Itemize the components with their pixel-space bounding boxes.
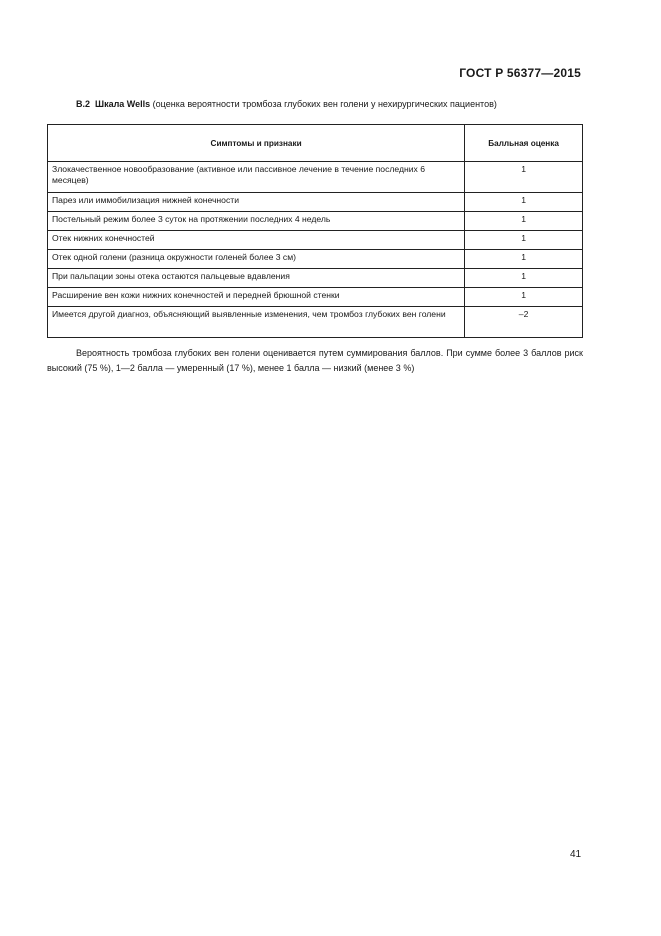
symptom-cell: Имеется другой диагноз, объясняющий выявленные изменения, чем тромбоз глубоких вен голени [48, 307, 465, 338]
interpretation-paragraph [47, 346, 583, 376]
symptom-cell: При пальпации зоны отека остаются пальцевые вдавления [48, 269, 465, 288]
score-cell: 1 [465, 250, 583, 269]
symptom-cell: Отек одной голени (разница окружности голеней более 3 см) [48, 250, 465, 269]
page-number: 41 [570, 849, 582, 860]
table-row [48, 307, 583, 338]
score-cell: 1 [465, 162, 583, 193]
symptom-cell: Постельный режим более 3 суток на протяжении последних 4 недель [48, 212, 465, 231]
table-row [48, 162, 583, 193]
table-header-row [48, 125, 583, 162]
symptom-cell: Отек нижних конечностей [48, 231, 465, 250]
table-row [48, 288, 583, 307]
wells-score-table [47, 124, 583, 338]
section-name: Шкала Wells [95, 99, 151, 109]
interpretation-text: Вероятность тромбоза глубоких вен голени оценивается путем суммирования баллов. При сумме более 3 баллов риск высокий (75 %), 1—2 балла — умеренный (17 %), менее 1 балла — низкий (менее 3 %) [47, 348, 583, 373]
score-cell: 1 [465, 231, 583, 250]
table-row [48, 212, 583, 231]
column-header-symptoms: Симптомы и признаки [48, 125, 465, 162]
document-standard-header: ГОСТ Р 56377—2015 [459, 66, 581, 80]
section-description: (оценка вероятности тромбоза глубоких вен голени у нехирургических пациентов) [152, 99, 497, 109]
section-number: В.2 [76, 99, 91, 109]
table-row [48, 231, 583, 250]
score-cell: 1 [465, 288, 583, 307]
symptom-cell: Злокачественное новообразование (активное или пассивное лечение в течение последних 6 месяцев) [48, 162, 465, 193]
symptom-cell: Расширение вен кожи нижних конечностей и передней брюшной стенки [48, 288, 465, 307]
table-row [48, 193, 583, 212]
score-cell: –2 [465, 307, 583, 338]
score-cell: 1 [465, 193, 583, 212]
section-title [76, 99, 497, 109]
symptom-cell: Парез или иммобилизация нижней конечности [48, 193, 465, 212]
table-row [48, 250, 583, 269]
score-cell: 1 [465, 269, 583, 288]
table-row [48, 269, 583, 288]
column-header-score: Балльная оценка [465, 125, 583, 162]
score-cell: 1 [465, 212, 583, 231]
